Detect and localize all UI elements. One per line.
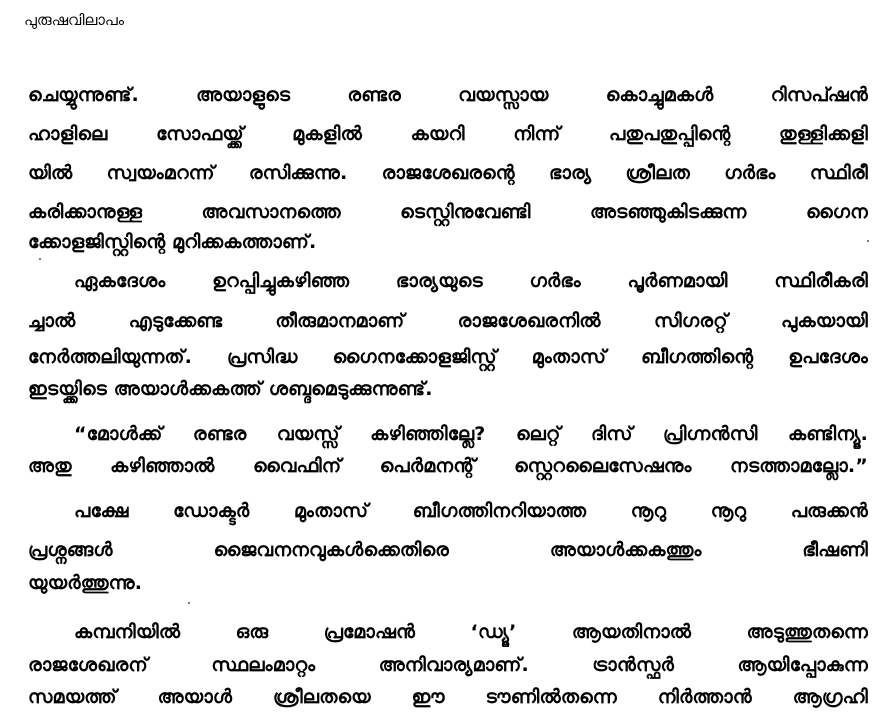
body-text-line: കമ്പനിയിൽ ഒരു പ്രമോഷൻ ‘ഡ്യൂ’ ആയതിനാൽ അടുത്തുതന്നെ (74, 621, 868, 643)
body-text-line: ഏകദേശം ഉറപ്പിച്ചുകഴിഞ്ഞ ഭാര്യയുടെ ഗർഭം പൂർണമായി സ്ഥിരീകരി (74, 270, 868, 292)
body-text-line: രാജശേഖരന് സ്ഥലംമാറ്റം അനിവാര്യമാണ്. ട്രാൻസ്ഫർ ആയിപ്പോകുന്ന (28, 654, 868, 676)
body-text-line: കരിക്കാനുള്ള അവസാനത്തെ ടെസ്റ്റിനുവേണ്ടി അടഞ്ഞുകിടക്കുന്ന ഗൈന (28, 201, 868, 223)
body-text-line: ഇടയ്ക്കിടെ അയാൾക്കകത്ത് ശബ്ദമെടുക്കുന്നുണ്ട്. (28, 378, 433, 400)
body-text-line: ചെയ്യുന്നുണ്ട്. അയാളുടെ രണ്ടര വയസ്സായ കൊച്ചുമകൾ റിസപ്ഷൻ (28, 84, 868, 106)
running-header-title: പുരുഷവിലാപം (24, 11, 124, 29)
body-text-line: യുയർത്തുന്നു. (28, 572, 143, 594)
scan-speck (39, 258, 41, 260)
scan-speck (188, 602, 190, 604)
body-text-line: നേർത്തലിയുന്നത്. പ്രസിദ്ധ ഗൈനക്കോളജിസ്റ്റ് മുംതാസ് ബീഗത്തിന്റെ ഉപദേശം (28, 346, 868, 368)
body-text-line: ക്കോളജിസ്റ്റിന്റെ മുറിക്കകത്താണ്. (28, 231, 317, 253)
body-text-line: ഹാളിലെ സോഫയ്ക്ക് മുകളിൽ കയറി നിന്ന് പതുപതുപ്പിന്റെ തുള്ളിക്കളി (28, 123, 868, 145)
body-text-line: അതു കഴിഞ്ഞാൽ വൈഫിന് പെർമനന്റ് സ്റ്റെറലൈസേഷനും നടത്താമല്ലോ.” (28, 455, 868, 477)
body-text-line: “മോൾക്ക് രണ്ടര വയസ്സ് കഴിഞ്ഞില്ലേ? ലെറ്റ് ദിസ് പ്രിഗ്നൻസി കണ്ടിന്യൂ. (74, 423, 868, 445)
body-text-line: പ്രശ്നങ്ങൾ ജൈവനനവുകൾക്കെതിരെ അയാൾക്കകത്തും ഭീഷണി (28, 539, 868, 561)
body-text-line: ച്ചാൽ എടുക്കേണ്ട തീരുമാനമാണ് രാജശേഖരനിൽ സിഗരറ്റ് പുകയായി (28, 310, 868, 332)
body-text-line: യിൽ സ്വയംമറന്ന് രസിക്കുന്നു. രാജശേഖരന്റെ ഭാര്യ ശ്രീലത ഗർഭം സ്ഥിരീ (28, 162, 868, 184)
body-text-line: പക്ഷേ ഡോക്ടർ മുംതാസ് ബീഗത്തിനറിയാത്ത നൂറു നൂറു പരുക്കൻ (74, 500, 868, 522)
body-text-line: സമയത്ത് അയാൾ ശ്രീലതയെ ഈ ടൗണിൽതന്നെ നിർത്താൻ ആഗ്രഹി (28, 686, 868, 708)
scan-speck (867, 240, 869, 242)
